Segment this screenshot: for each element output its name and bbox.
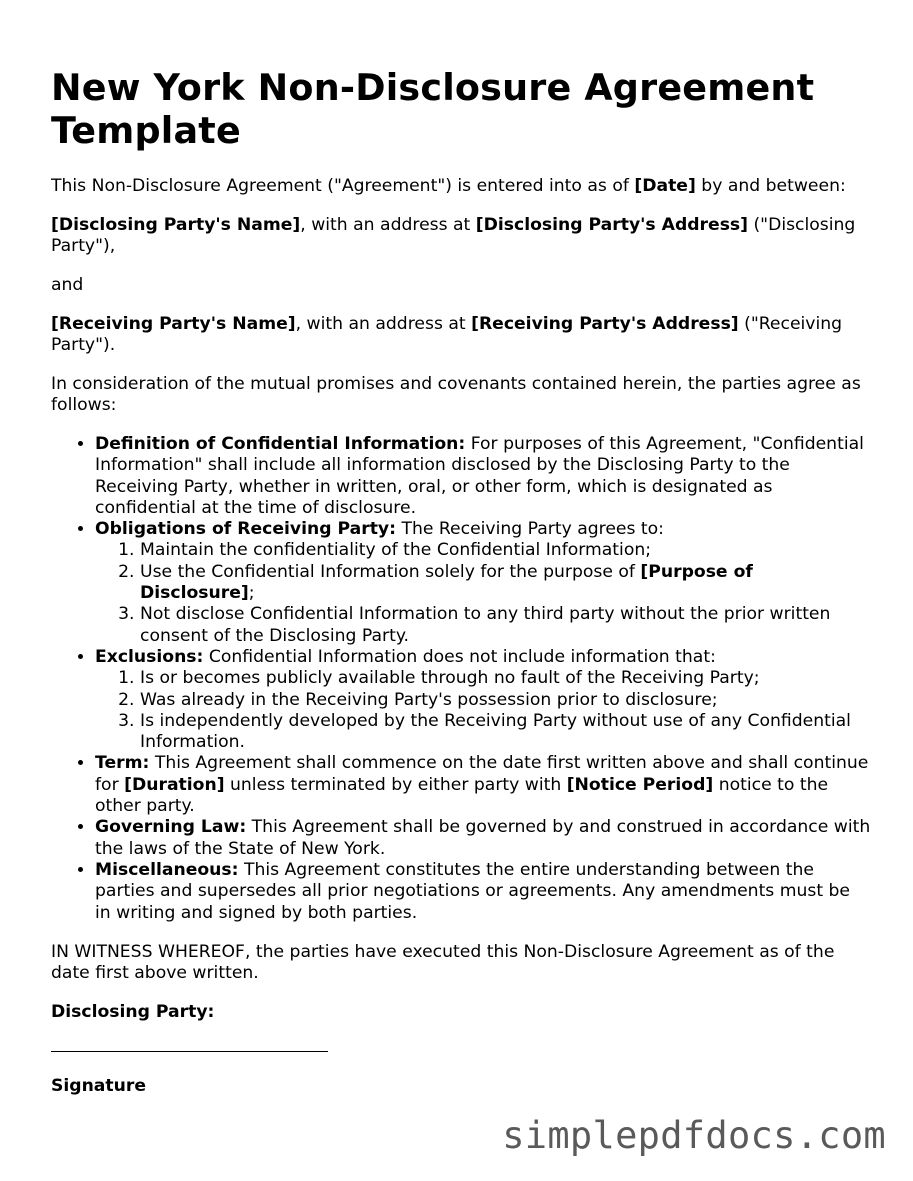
sublist-item: 1. Is or becomes publicly available through no fault of the Receiving Party; [140, 668, 871, 689]
receiving-address-placeholder: [Receiving Party's Address] [471, 314, 739, 334]
purpose-placeholder: [Purpose of Disclosure] [140, 561, 753, 604]
clause-heading: Governing Law: [95, 817, 247, 838]
clause-text: Confidential Information does not include information that: [203, 646, 716, 667]
receiving-party-paragraph [51, 314, 871, 356]
receiving-role-text: ("Receiving Party"). [51, 314, 843, 355]
sublist-item-text: Use the Confidential Information solely for the purpose of [140, 561, 641, 582]
consideration-paragraph: In consideration of the mutual promises and covenants contained herein, the parties agree as follows: [51, 374, 861, 415]
sublist-item: 1. Maintain the confidentiality of the Confidential Information; [140, 540, 871, 561]
disclosing-address-placeholder: [Disclosing Party's Address] [475, 215, 749, 235]
sublist-item: 3. Not disclose Confidential Information to any third party without the prior written consent of the Disclosing Party. [140, 604, 871, 647]
clause-text: The Receiving Party agrees to: [395, 519, 664, 540]
clause-definition [95, 434, 871, 519]
signature-line [51, 1051, 328, 1052]
receiving-name-placeholder: [Receiving Party's Name] [51, 314, 296, 334]
intro-paragraph [51, 176, 871, 197]
sublist-item-end: ; [248, 583, 255, 604]
document-page [51, 66, 871, 1097]
disclosing-mid-text: , with an address at [300, 215, 476, 235]
clause-text: This Agreement shall be governed by and construed in accordance with the laws of the State of New York. [95, 817, 871, 859]
clause-exclusions [95, 647, 871, 753]
sublist-item: 3. Is independently developed by the Receiving Party without use of any Confidential Information. [140, 711, 871, 754]
clause-text: notice to the other party. [95, 774, 829, 817]
document-title: New York Non-Disclosure Agreement Template [51, 66, 815, 152]
exclusions-sublist [95, 668, 871, 753]
intro-text-end: by and between: [695, 176, 846, 196]
clause-obligations [95, 519, 871, 647]
notice-period-placeholder: [Notice Period] [566, 774, 714, 795]
clause-term [95, 753, 871, 817]
clause-heading: Obligations of Receiving Party: [95, 519, 396, 540]
party-label-text: Disclosing Party: [51, 1001, 215, 1022]
sublist-item [140, 562, 871, 605]
disclosing-role-text: ("Disclosing Party"), [51, 215, 856, 256]
disclosing-name-placeholder: [Disclosing Party's Name] [51, 215, 301, 235]
sublist-item: 2. Was already in the Receiving Party's possession prior to disclosure; [140, 690, 871, 711]
disclosing-party-label [51, 1002, 871, 1023]
clause-governing-law [95, 817, 871, 860]
witness-paragraph: IN WITNESS WHEREOF, the parties have executed this Non-Disclosure Agreement as of the date first above written. [51, 941, 835, 983]
clause-text: This Agreement constitutes the entire understanding between the parties and supersedes all prior negotiations or agreements. Any amendments must be in writing and signed by both parties. [95, 859, 851, 923]
watermark: simplepdfdocs.com [502, 1114, 886, 1157]
obligations-sublist [95, 540, 871, 646]
clauses-list [51, 434, 871, 924]
clause-heading: Definition of Confidential Information: [95, 434, 466, 454]
clause-heading: Miscellaneous: [95, 859, 239, 880]
date-placeholder: [Date] [634, 176, 696, 196]
disclosing-party-paragraph [51, 215, 871, 257]
receiving-mid-text: , with an address at [295, 314, 472, 334]
clause-text: unless terminated by either party with [224, 774, 567, 795]
clause-text: This Agreement shall commence on the date first written above and shall continue for [95, 753, 869, 795]
duration-placeholder: [Duration] [124, 774, 225, 795]
clause-heading: Term: [95, 753, 150, 774]
signature-label: Signature [51, 1075, 146, 1096]
clause-text: For purposes of this Agreement, "Confidential Information" shall include all information disclosed by the Disclosing Party to the Receiving Party, whether in written, oral, or other form, which is designated as confidential at the time of disclosure. [95, 434, 864, 518]
clause-heading: Exclusions: [95, 646, 204, 667]
clause-miscellaneous [95, 860, 871, 924]
intro-text: This Non-Disclosure Agreement ("Agreement") is entered into as of [51, 176, 635, 196]
and-text: and [51, 275, 84, 295]
